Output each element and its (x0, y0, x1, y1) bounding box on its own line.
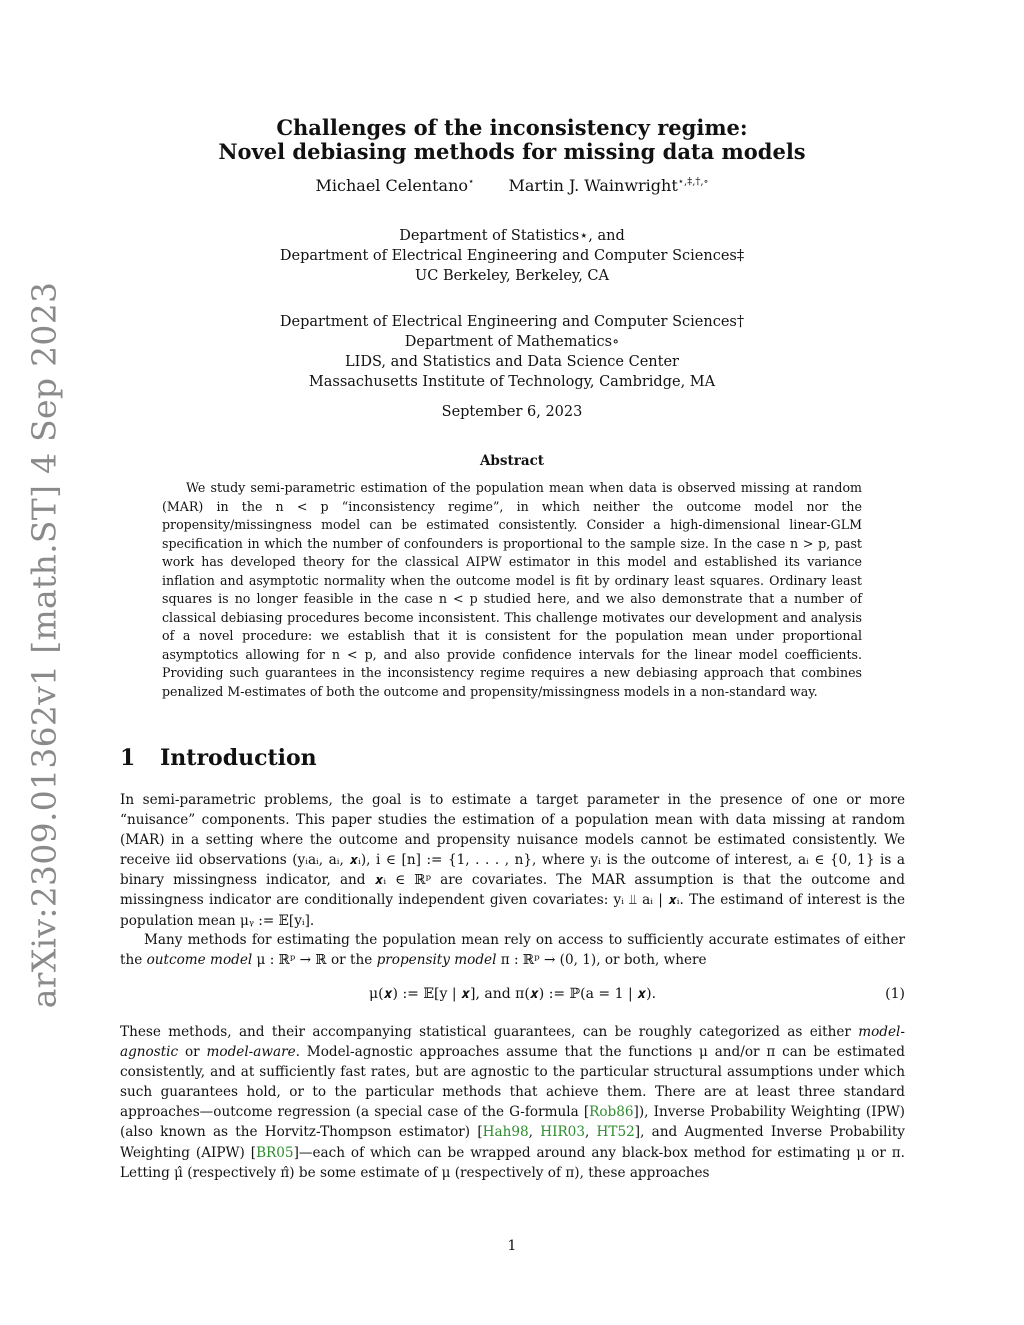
citation-link[interactable]: Rob86 (589, 1104, 634, 1121)
citation-link[interactable]: Hah98 (482, 1124, 529, 1141)
affiliation-mit (0, 312, 1024, 392)
title-line-1: Challenges of the inconsistency regime: (276, 115, 748, 140)
author-affiliation-mark: ⋆,‡,†,∘ (677, 176, 709, 188)
author-affiliation-mark: ⋆ (468, 176, 475, 188)
equation-number: (1) (885, 986, 905, 1002)
affiliation-berkeley (0, 226, 1024, 286)
author-list (0, 176, 1024, 195)
intro-paragraph-1: In semi-parametric problems, the goal is to estimate a target parameter in the presence of one or more “nuisance” components. This paper studies the estimation of a population mean with data missing at random (MAR) in a setting where the outcome and propensity nuisance models cannot be estimated consistently. We receive iid observations (yᵢaᵢ, aᵢ, 𝒙ᵢ), i ∈ [n] := {1, . . . , n}, where yᵢ is the outcome of interest, aᵢ ∈ {0, 1} is a binary missingness indicator, and 𝒙ᵢ ∈ ℝᵖ are covariates. The MAR assumption is that the outcome and missingness indicator are conditionally independent given covariates: yᵢ ⫫ aᵢ | 𝒙ᵢ. The estimand of interest is the population mean μᵧ := 𝔼[yᵢ]. (120, 792, 905, 929)
affiliation-line: Department of Mathematics∘ (404, 334, 620, 350)
page-number: 1 (507, 1238, 517, 1254)
affiliation-line: LIDS, and Statistics and Data Science Center (345, 354, 679, 370)
citation-link[interactable]: HIR03 (540, 1124, 585, 1141)
section-heading (120, 745, 317, 771)
section-number: 1 (120, 745, 136, 771)
equation-1 (120, 986, 905, 1002)
affiliation-line: Department of Statistics⋆, and (399, 228, 625, 244)
author-name: Martin J. Wainwright (508, 176, 678, 195)
affiliation-line: Massachusetts Institute of Technology, Cambridge, MA (308, 374, 716, 390)
arxiv-identifier: arXiv:2309.01362v1 [math.ST] 4 Sep 2023 (24, 281, 64, 1009)
intro-paragraph-3: These methods, and their accompanying statistical guarantees, can be roughly categorized as either model-agnostic or model-aware. Model-agnostic approaches assume that the functions μ and/or π can be estimated consistently, and at sufficiently fast rates, but are agnostic to the particular structural assumptions under which such guarantees hold, or to the particular methods that achieve them. There are at least three standard approaches—outcome regression (a special case of the G-formula [Rob86]), Inverse Probability Weighting (IPW) (also known as the Horvitz-Thompson estimator) [Hah98, HIR03, HT52], and Augmented Inverse Probability Weighting (AIPW) [BR05]—each of which can be wrapped around any black-box method for estimating μ or π. Letting μ̂ (respectively π̂) be some estimate of μ (respectively of π), these approaches (120, 1024, 906, 1181)
title-line-2: Novel debiasing methods for missing data models (218, 139, 806, 164)
equation-body: μ(𝒙) := 𝔼[y | 𝒙], and π(𝒙) := ℙ(a = 1 | 𝒙). (368, 986, 657, 1002)
abstract-text: We study semi-parametric estimation of the population mean when data is observed missing at random (MAR) in the n < p “inconsistency regime”, in which neither the outcome model nor the propensity/missingness model can be estimated consistently. Consider a high-dimensional linear-GLM specification in which the number of confounders is proportional to the sample size. In the case n > p, past work has developed theory for the classical AIPW estimator in this model and established its variance inflation and asymptotic normality when the outcome model is fit by ordinary least squares. Ordinary least squares is no longer feasible in the case n < p studied here, and we also demonstrate that a number of classical debiasing procedures become inconsistent. This challenge motivates our development and analysis of a novel procedure: we establish that it is consistent for the population mean under proportional asymptotics allowing for n < p, and also provide confidence intervals for the linear model coefficients. Providing such guarantees in the inconsistency regime requires a new debiasing approach that combines penalized M-estimates of both the outcome and propensity/missingness models in a non-standard way. (162, 480, 862, 700)
affiliation-line: Department of Electrical Engineering and Computer Sciences‡ (279, 248, 745, 264)
paper-title (0, 116, 1024, 164)
arxiv-sidebar (20, 281, 68, 1009)
abstract-heading: Abstract (479, 453, 545, 469)
citation-link[interactable]: HT52 (596, 1124, 635, 1141)
affiliation-line: UC Berkeley, Berkeley, CA (415, 268, 609, 284)
affiliation-line: Department of Electrical Engineering and Computer Sciences† (279, 314, 745, 330)
section-title: Introduction (160, 745, 317, 771)
publication-date: September 6, 2023 (441, 404, 583, 420)
citation-link[interactable]: BR05 (256, 1144, 294, 1161)
intro-paragraph-2: Many methods for estimating the population mean rely on access to sufficiently accurate estimates of either the outcome model μ : ℝᵖ → ℝ or the propensity model π : ℝᵖ → (0, 1), or both, where (120, 932, 905, 969)
author-name: Michael Celentano (315, 176, 468, 195)
